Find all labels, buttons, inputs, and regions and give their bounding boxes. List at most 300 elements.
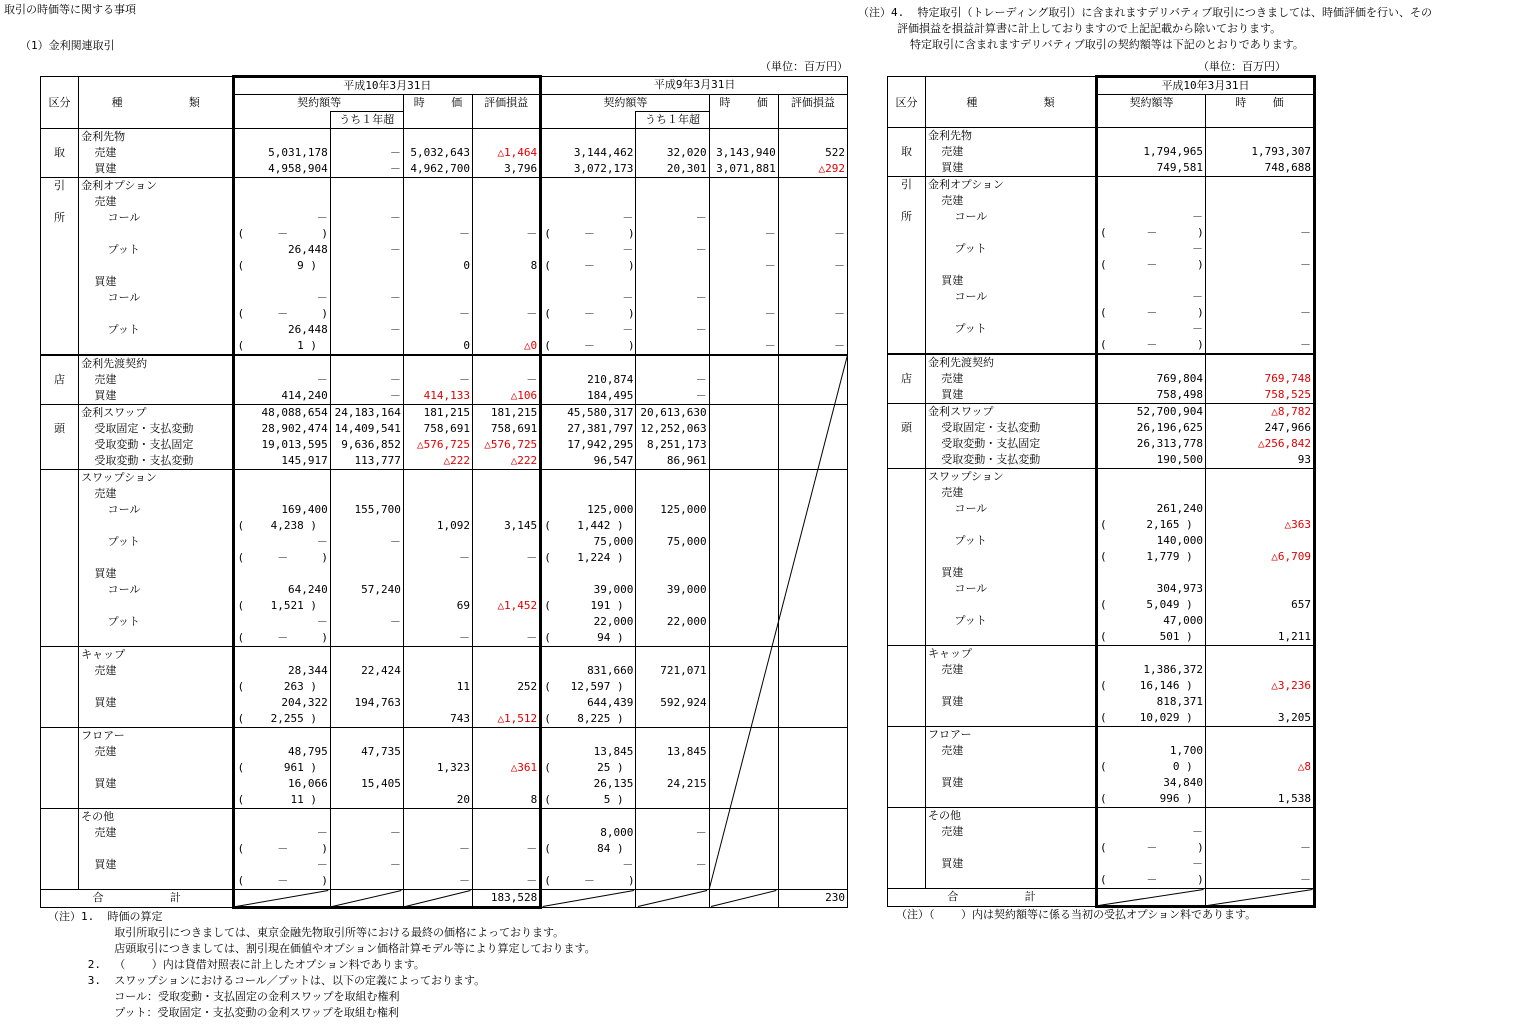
cell-n: 金利スワップ (79, 405, 234, 422)
cell-g (709, 129, 778, 146)
cell-k (41, 306, 79, 322)
cell-c: 1,211 (1206, 629, 1315, 646)
cell-a: ( － ) (234, 306, 330, 322)
cell-a: ( － ) (1097, 225, 1206, 241)
cell-c: － (1206, 840, 1315, 856)
cell-c: 3,205 (1206, 710, 1315, 727)
cell-c (1206, 581, 1315, 597)
cell-d (473, 322, 541, 338)
table-row (41, 306, 848, 322)
cell-k: 所 (41, 210, 79, 226)
cell-c (403, 274, 472, 290)
cell-c: △576,725 (403, 437, 472, 453)
cell-a (1097, 565, 1206, 581)
cell-k (888, 128, 926, 145)
cell-h (778, 437, 847, 453)
table-row (888, 775, 1315, 791)
cell-g: － (709, 258, 778, 274)
cell-e (541, 129, 636, 146)
cell-c: 1,793,307 (1206, 144, 1315, 160)
cell-g (709, 825, 778, 841)
cell-k (888, 241, 926, 257)
cell-h (778, 355, 847, 372)
cell-k (41, 470, 79, 487)
table-row (41, 534, 848, 550)
cell-g (709, 598, 778, 614)
cell-k (888, 565, 926, 581)
cell-g (709, 194, 778, 210)
cell-d (473, 566, 541, 582)
total-cell-g (709, 890, 778, 908)
cell-f: 86,961 (636, 453, 709, 470)
cell-e: 96,547 (541, 453, 636, 470)
cell-h: △292 (778, 161, 847, 178)
cell-c (1206, 501, 1315, 517)
cell-d: △222 (473, 453, 541, 470)
cell-g (709, 486, 778, 502)
cell-c: 1,323 (403, 760, 472, 776)
note-line: 取引所取引につきましては、東京金融先物取引所等における最終の価格によっております。 (48, 926, 565, 939)
cell-n: 金利先物 (926, 128, 1097, 145)
cell-k: 店 (41, 372, 79, 388)
cell-f: 8,251,173 (636, 437, 709, 453)
cell-b (330, 598, 403, 614)
cell-h (778, 760, 847, 776)
cell-c (1206, 193, 1315, 209)
table-row (888, 581, 1315, 597)
cell-c (403, 502, 472, 518)
cell-g (709, 695, 778, 711)
cell-k: 店 (888, 371, 926, 387)
cell-e: ( － ) (541, 258, 636, 274)
cell-h (778, 178, 847, 195)
cell-e (541, 728, 636, 745)
cell-d (473, 695, 541, 711)
cell-n: 受取変動・支払固定 (926, 436, 1097, 452)
cell-g (709, 518, 778, 534)
cell-a: ( 1,779 ) (1097, 549, 1206, 565)
cell-c: 181,215 (403, 405, 472, 422)
cell-c: － (403, 841, 472, 857)
cell-c: － (403, 372, 472, 388)
cell-g (709, 534, 778, 550)
cell-e: ( 25 ) (541, 760, 636, 776)
table-row (41, 711, 848, 728)
total-row (888, 889, 1315, 907)
cell-k (41, 518, 79, 534)
table-row (41, 825, 848, 841)
cell-c (403, 242, 472, 258)
cell-a: － (234, 534, 330, 550)
cell-d: 3,796 (473, 161, 541, 178)
table-row (41, 355, 848, 372)
total-cell-c (403, 890, 472, 908)
cell-k (41, 437, 79, 453)
cell-a: 28,902,474 (234, 421, 330, 437)
cell-n: 売建 (926, 824, 1097, 840)
table-row (888, 160, 1315, 177)
table-row (888, 485, 1315, 501)
table-row (41, 486, 848, 502)
cell-c: － (1206, 337, 1315, 354)
cell-a: 34,840 (1097, 775, 1206, 791)
total-label: 合 計 (41, 890, 234, 908)
cell-c: △8 (1206, 759, 1315, 775)
cell-b (330, 630, 403, 647)
table-row (41, 695, 848, 711)
note-line: 2. （ ）内は貸借対照表に計上したオプション料であります。 (48, 958, 425, 971)
cell-e: ( － ) (541, 873, 636, 890)
cell-n (79, 598, 234, 614)
table-row (888, 128, 1315, 145)
table-row (888, 824, 1315, 840)
cell-d (473, 502, 541, 518)
cell-a: ( 263 ) (234, 679, 330, 695)
cell-c: △256,842 (1206, 436, 1315, 452)
cell-f: － (636, 857, 709, 873)
cell-h (778, 322, 847, 338)
cell-k (888, 160, 926, 177)
cell-b (330, 728, 403, 745)
cell-k (888, 517, 926, 533)
cell-c (403, 290, 472, 306)
cell-c (1206, 533, 1315, 549)
cell-c (1206, 485, 1315, 501)
cell-n: コール (79, 582, 234, 598)
cell-k (888, 629, 926, 646)
cell-k (41, 242, 79, 258)
cell-f (636, 518, 709, 534)
cell-c (403, 614, 472, 630)
cell-d (473, 486, 541, 502)
cell-g (709, 630, 778, 647)
cell-k (888, 872, 926, 889)
cell-h (778, 873, 847, 890)
cell-b: 24,183,164 (330, 405, 403, 422)
cell-n: コール (79, 210, 234, 226)
table-row (41, 129, 848, 146)
header-hyoka-1997: 評価損益 (778, 95, 847, 112)
cell-a (234, 178, 330, 195)
cell-g (709, 437, 778, 453)
cell-c (1206, 273, 1315, 289)
table-row (41, 857, 848, 873)
cell-k (41, 857, 79, 873)
cell-c: 0 (403, 258, 472, 274)
cell-c: 769,748 (1206, 371, 1315, 387)
table-row (41, 630, 848, 647)
table-row (888, 387, 1315, 404)
cell-d (473, 242, 541, 258)
total-cell-b (330, 890, 403, 908)
cell-n (79, 338, 234, 355)
cell-k (888, 727, 926, 744)
cell-e: 13,845 (541, 744, 636, 760)
table-row (41, 550, 848, 566)
cell-f: － (636, 825, 709, 841)
cell-d (473, 355, 541, 372)
cell-k (41, 728, 79, 745)
cell-g (709, 841, 778, 857)
cell-f: － (636, 388, 709, 405)
table-row (41, 145, 848, 161)
table-row (41, 161, 848, 178)
cell-b (330, 711, 403, 728)
cell-c (403, 129, 472, 146)
cell-n (926, 257, 1097, 273)
cell-b (330, 679, 403, 695)
cell-k (888, 759, 926, 775)
cell-e: 3,144,462 (541, 145, 636, 161)
cell-k: 所 (888, 209, 926, 225)
cell-e: 831,660 (541, 663, 636, 679)
cell-n: 売建 (926, 371, 1097, 387)
cell-a: ( 5,049 ) (1097, 597, 1206, 613)
cell-e: ( － ) (541, 226, 636, 242)
cell-c (403, 194, 472, 210)
cell-e: ( 84 ) (541, 841, 636, 857)
table-row (41, 663, 848, 679)
cell-n (79, 873, 234, 890)
cell-d (473, 728, 541, 745)
cell-k (41, 453, 79, 470)
cell-c: 247,966 (1206, 420, 1315, 436)
cell-g (709, 470, 778, 487)
cell-a (234, 470, 330, 487)
cell-a (1097, 646, 1206, 663)
cell-d (473, 534, 541, 550)
cell-a: 26,448 (234, 242, 330, 258)
cell-n: 買建 (79, 274, 234, 290)
table-row (41, 372, 848, 388)
cell-k (888, 549, 926, 565)
right-header-period: 平成10年3月31日 (1097, 77, 1315, 95)
cell-c (1206, 613, 1315, 629)
table-row (41, 226, 848, 242)
table-row (41, 242, 848, 258)
cell-h (778, 582, 847, 598)
cell-k (888, 387, 926, 404)
cell-k (888, 485, 926, 501)
cell-g (709, 873, 778, 890)
cell-c (403, 534, 472, 550)
cell-k (888, 354, 926, 371)
cell-k (888, 436, 926, 452)
cell-d (473, 470, 541, 487)
cell-g (709, 178, 778, 195)
cell-n: 買建 (926, 694, 1097, 710)
cell-a: 190,500 (1097, 452, 1206, 469)
cell-e: － (541, 242, 636, 258)
cell-k: 取 (41, 145, 79, 161)
cell-n: フロアー (79, 728, 234, 745)
cell-d (473, 178, 541, 195)
cell-n: 売建 (926, 662, 1097, 678)
cell-b (330, 470, 403, 487)
table-row (41, 470, 848, 487)
cell-f (636, 486, 709, 502)
cell-c (1206, 808, 1315, 825)
cell-a: － (234, 825, 330, 841)
cell-n: 金利スワップ (926, 404, 1097, 421)
cell-e (541, 178, 636, 195)
cell-b (330, 258, 403, 274)
cell-f (636, 129, 709, 146)
cell-k (41, 566, 79, 582)
cell-a: 26,196,625 (1097, 420, 1206, 436)
cell-e (541, 809, 636, 826)
total-cell-f (636, 890, 709, 908)
cell-d (473, 129, 541, 146)
cell-c: － (403, 226, 472, 242)
cell-a: 261,240 (1097, 501, 1206, 517)
cell-a (1097, 354, 1206, 371)
cell-c: △363 (1206, 517, 1315, 533)
cell-b: － (330, 614, 403, 630)
table-row (888, 321, 1315, 337)
cell-g (709, 453, 778, 470)
cell-b: 113,777 (330, 453, 403, 470)
cell-k (41, 129, 79, 146)
cell-c: － (403, 306, 472, 322)
table-row (888, 371, 1315, 387)
cell-g (709, 355, 778, 372)
cell-a: － (1097, 321, 1206, 337)
cell-e: 17,942,295 (541, 437, 636, 453)
cell-k (888, 581, 926, 597)
cell-g (709, 809, 778, 826)
cell-n: プット (926, 321, 1097, 337)
cell-f: 22,000 (636, 614, 709, 630)
header-keiyaku-1997: 契約額等 (541, 95, 709, 112)
cell-a: ( － ) (234, 873, 330, 890)
cell-c (403, 647, 472, 664)
table-row (41, 405, 848, 422)
cell-h (778, 566, 847, 582)
table-row (41, 290, 848, 306)
cell-c: － (1206, 872, 1315, 889)
cell-k (41, 582, 79, 598)
cell-f: 13,845 (636, 744, 709, 760)
cell-n (79, 630, 234, 647)
section-heading: （1）金利関連取引 (20, 39, 115, 52)
cell-e: 8,000 (541, 825, 636, 841)
header-kubun: 区分 (41, 95, 79, 112)
cell-b (330, 338, 403, 355)
cell-n: 金利オプション (926, 177, 1097, 194)
cell-a: － (1097, 209, 1206, 225)
table-row (888, 354, 1315, 371)
cell-n: 買建 (79, 566, 234, 582)
cell-a: ( 11 ) (234, 792, 330, 809)
cell-a: 5,031,178 (234, 145, 330, 161)
total-label: 合 計 (888, 889, 1097, 907)
cell-n: 買建 (926, 387, 1097, 404)
cell-n: プット (926, 613, 1097, 629)
cell-n: 受取固定・支払変動 (79, 421, 234, 437)
cell-f (636, 711, 709, 728)
left-derivatives-table (40, 75, 848, 909)
cell-k (888, 225, 926, 241)
cell-c (403, 825, 472, 841)
cell-a (1097, 727, 1206, 744)
table-row (41, 582, 848, 598)
cell-h (778, 809, 847, 826)
cell-a: 204,322 (234, 695, 330, 711)
cell-e (541, 470, 636, 487)
cell-d: － (473, 226, 541, 242)
cell-k (41, 792, 79, 809)
header-keiyaku: 契約額等 (234, 95, 403, 112)
cell-n: 買建 (79, 388, 234, 405)
table-row (888, 743, 1315, 759)
cell-k: 取 (888, 144, 926, 160)
table-row (888, 404, 1315, 421)
table-row (888, 597, 1315, 613)
cell-h (778, 614, 847, 630)
cell-a (1097, 177, 1206, 194)
total-cell-e (541, 890, 636, 908)
cell-e: ( 5 ) (541, 792, 636, 809)
cell-e (541, 647, 636, 664)
cell-k (888, 533, 926, 549)
table-row (41, 873, 848, 890)
cell-f (636, 178, 709, 195)
cell-e: 184,495 (541, 388, 636, 405)
cell-h (778, 550, 847, 566)
cell-a (234, 486, 330, 502)
cell-e: 125,000 (541, 502, 636, 518)
cell-a: ( 1 ) (234, 338, 330, 355)
table-row (888, 662, 1315, 678)
cell-c (403, 566, 472, 582)
cell-g (709, 290, 778, 306)
cell-n: 金利先渡契約 (79, 355, 234, 372)
header-uchi: うち１年超 (330, 112, 403, 129)
cell-h (778, 776, 847, 792)
table-row (41, 437, 848, 453)
cell-a (234, 194, 330, 210)
note-line: コール：受取変動・支払固定の金利スワップを取組む権利 (48, 990, 400, 1003)
cell-f: － (636, 322, 709, 338)
cell-k (41, 598, 79, 614)
cell-d: △1,452 (473, 598, 541, 614)
cell-c (1206, 727, 1315, 744)
cell-n: 売建 (79, 825, 234, 841)
cell-d: 3,145 (473, 518, 541, 534)
cell-n (926, 597, 1097, 613)
cell-g (709, 550, 778, 566)
cell-n (926, 629, 1097, 646)
cell-h (778, 825, 847, 841)
cell-k (41, 486, 79, 502)
cell-k (888, 257, 926, 273)
cell-k (41, 711, 79, 728)
cell-f: 32,020 (636, 145, 709, 161)
cell-k (41, 405, 79, 422)
cell-n (79, 258, 234, 274)
cell-h (778, 679, 847, 695)
header-jika-1997: 時 価 (709, 95, 778, 112)
cell-k (41, 550, 79, 566)
cell-c: 743 (403, 711, 472, 728)
cell-n (79, 679, 234, 695)
cell-c: 11 (403, 679, 472, 695)
cell-f: － (636, 372, 709, 388)
cell-c: 20 (403, 792, 472, 809)
cell-n: 買建 (79, 776, 234, 792)
table-row (888, 694, 1315, 710)
